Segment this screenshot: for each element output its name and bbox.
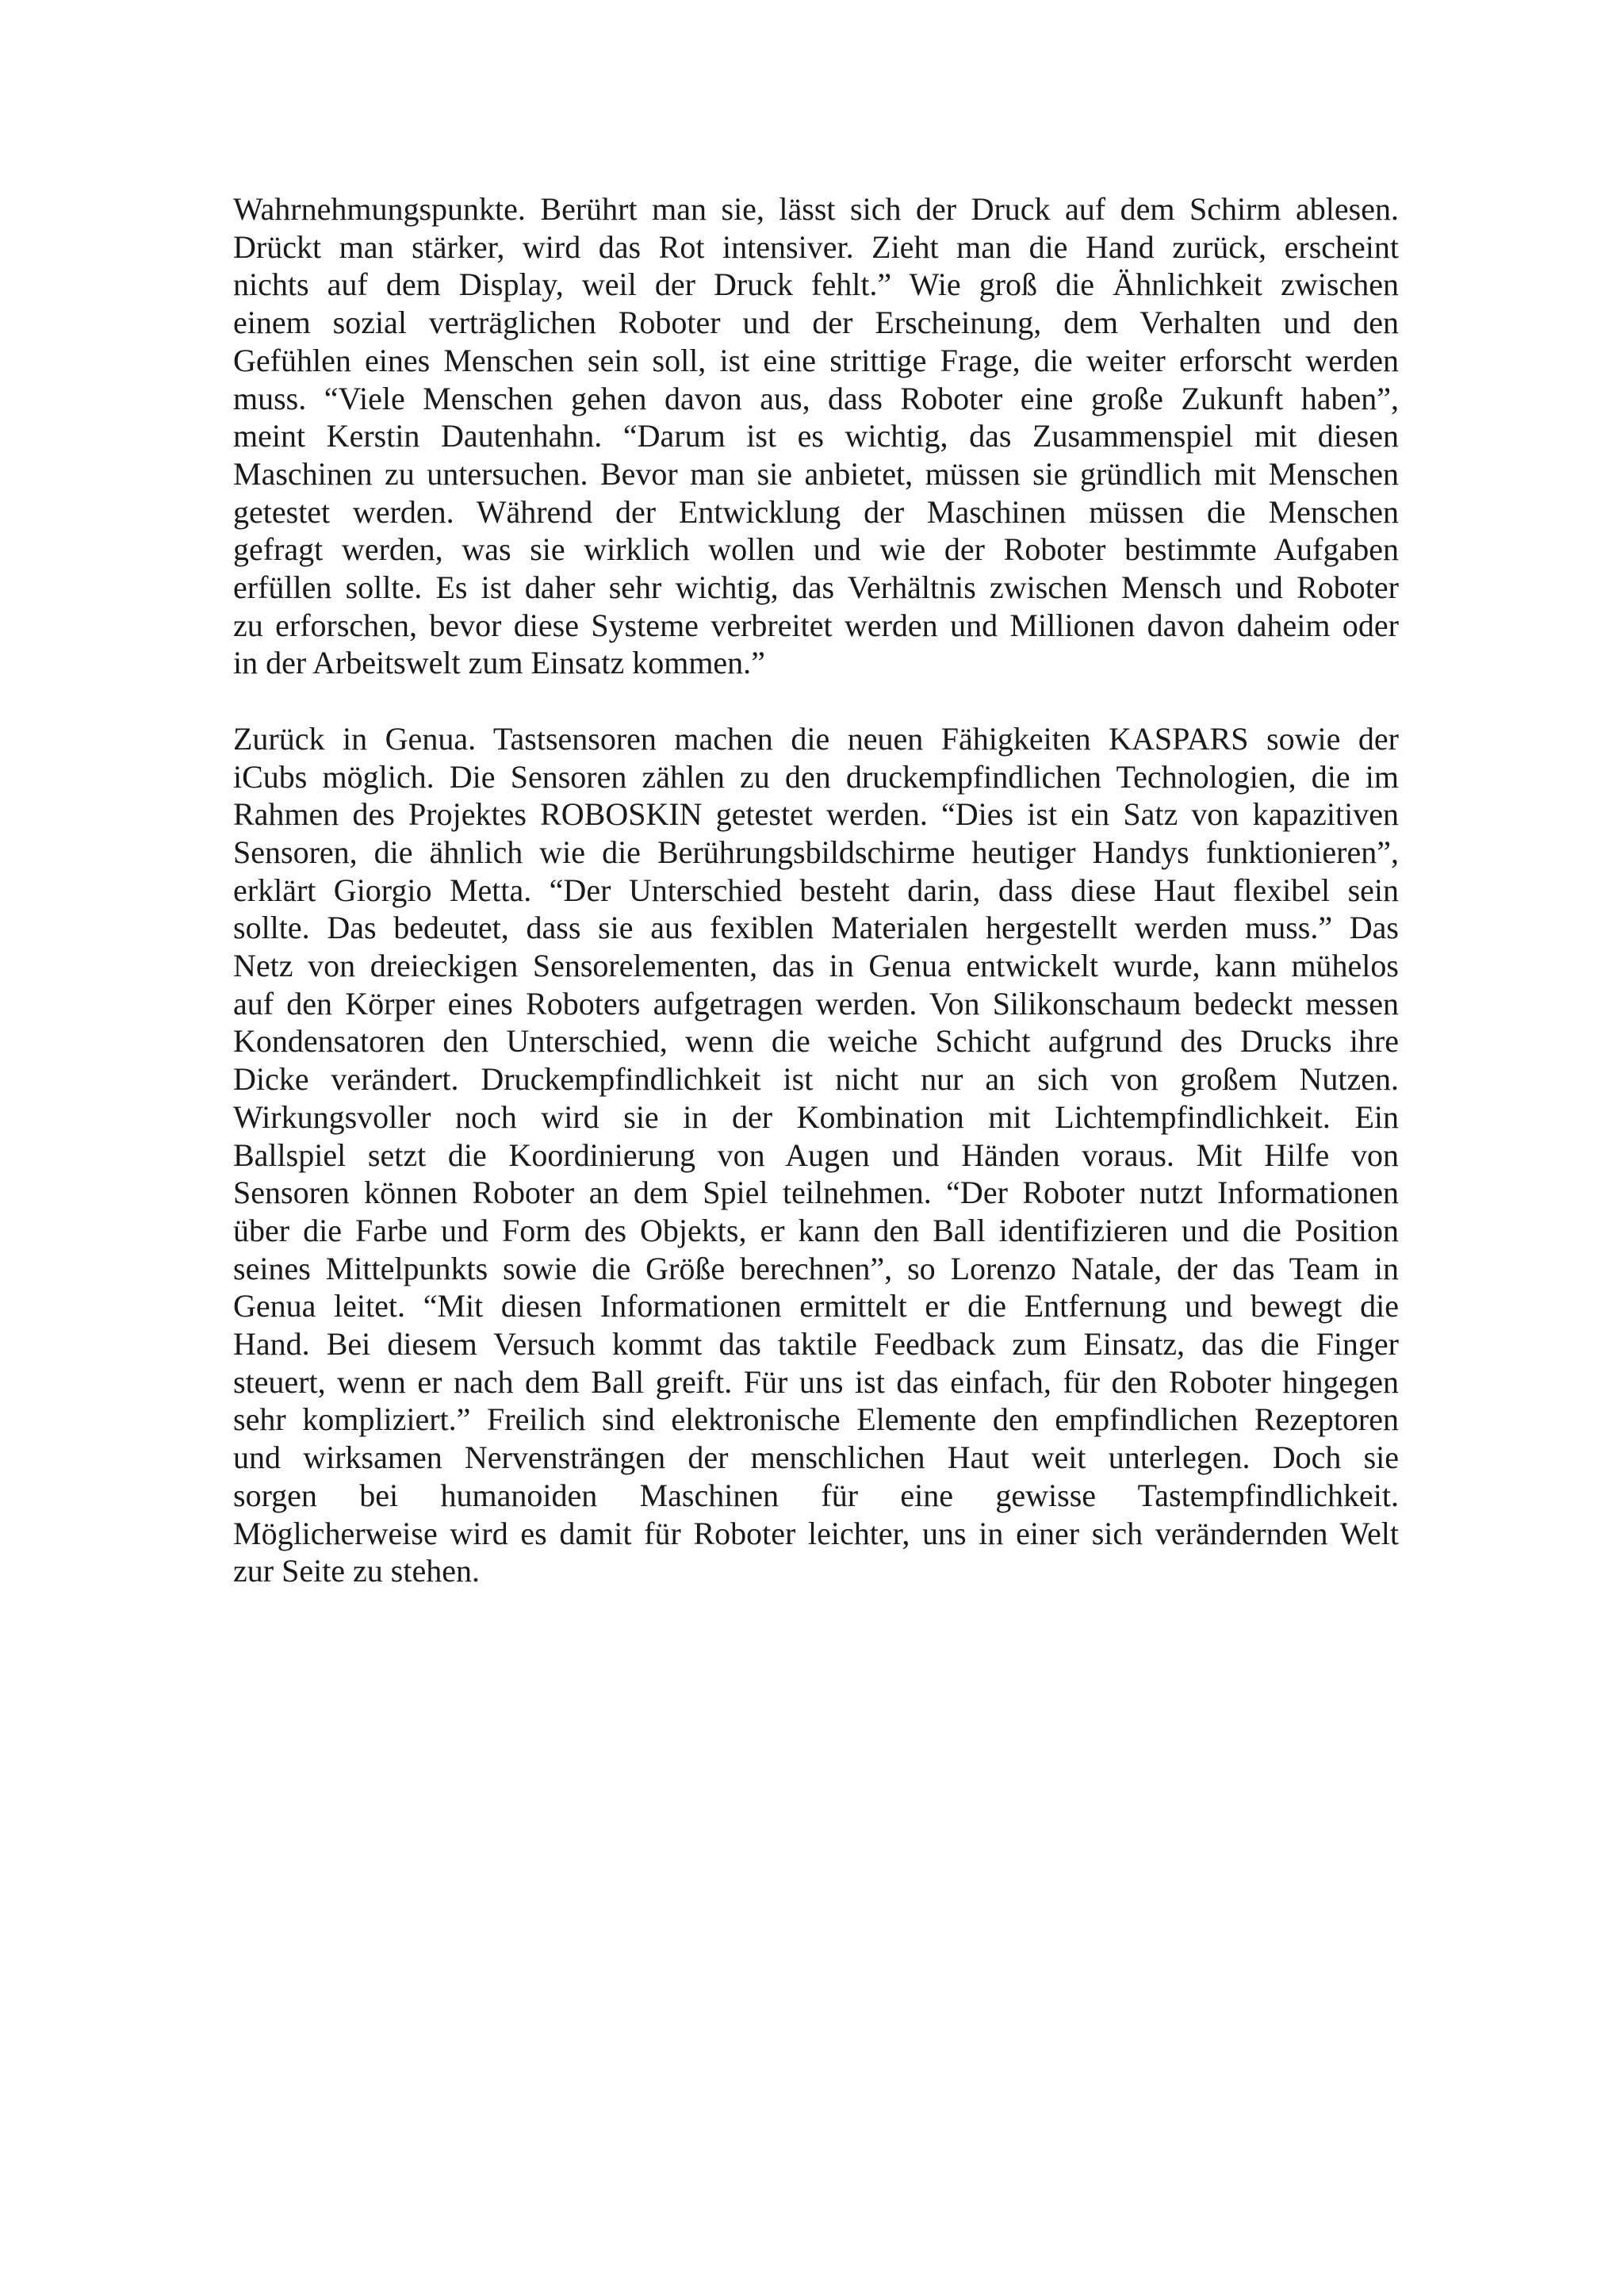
text-line: Sensoren können Roboter an dem Spiel teilnehmen. “Der Roboter nutzt Informationen <box>233 1175 1399 1211</box>
text-line: in der Arbeitswelt zum Einsatz kommen.” <box>233 645 765 681</box>
text-line: zur Seite zu stehen. <box>233 1553 480 1589</box>
text-line: Maschinen zu untersuchen. Bevor man sie anbietet, müssen sie gründlich mit Menschen <box>233 455 1399 492</box>
text-line: Genua leitet. “Mit diesen Informationen ermittelt er die Entfernung und bewegt die <box>233 1288 1399 1324</box>
text-line: Dicke verändert. Druckempfindlichkeit ist nicht nur an sich von großem Nutzen. <box>233 1061 1399 1098</box>
text-line: Ballspiel setzt die Koordinierung von Augen und Händen voraus. Mit Hilfe von <box>233 1137 1399 1173</box>
paragraph-2 <box>233 720 1399 1590</box>
body-text <box>233 190 1399 1590</box>
text-line: seines Mittelpunkts sowie die Größe berechnen”, so Lorenzo Natale, der das Team in <box>233 1250 1399 1286</box>
text-line: gefragt werden, was sie wirklich wollen und wie der Roboter bestimmte Aufgaben <box>233 531 1399 568</box>
text-line: Sensoren, die ähnlich wie die Berührungsbildschirme heutiger Handys funktionieren”, <box>233 834 1399 870</box>
text-line: Drückt man stärker, wird das Rot intensiver. Zieht man die Hand zurück, erscheint <box>233 228 1399 265</box>
text-line: steuert, wenn er nach dem Ball greift. Für uns ist das einfach, für den Roboter hingegen <box>233 1363 1399 1400</box>
text-line: über die Farbe und Form des Objekts, er kann den Ball identifizieren und die Position <box>233 1212 1399 1248</box>
text-line: iCubs möglich. Die Sensoren zählen zu den druckempfindlichen Technologien, die im <box>233 758 1399 795</box>
text-line: sollte. Das bedeutet, dass sie aus fexiblen Materialen hergestellt werden muss.” Das <box>233 910 1399 946</box>
text-line: erklärt Giorgio Metta. “Der Unterschied besteht darin, dass diese Haut flexibel sein <box>233 872 1399 908</box>
text-line: Wahrnehmungspunkte. Berührt man sie, lässt sich der Druck auf dem Schirm ablesen. <box>233 191 1399 227</box>
text-line: meint Kerstin Dautenhahn. “Darum ist es wichtig, das Zusammenspiel mit diesen <box>233 418 1399 454</box>
text-line: sehr kompliziert.” Freilich sind elektronische Elemente den empfindlichen Rezeptoren <box>233 1401 1399 1438</box>
text-line: Möglicherweise wird es damit für Roboter leichter, uns in einer sich verändernden Welt <box>233 1515 1399 1551</box>
text-line: auf den Körper eines Roboters aufgetragen werden. Von Silikonschaum bedeckt messen <box>233 985 1399 1022</box>
text-line: Kondensatoren den Unterschied, wenn die weiche Schicht aufgrund des Drucks ihre <box>233 1023 1399 1060</box>
text-line: zu erforschen, bevor diese Systeme verbreitet werden und Millionen davon daheim oder <box>233 607 1399 643</box>
text-line: sorgen bei humanoiden Maschinen für eine gewisse Tastempfindlichkeit. <box>233 1477 1399 1513</box>
text-line: Gefühlen eines Menschen sein soll, ist eine strittige Frage, die weiter erforscht werden <box>233 342 1399 378</box>
text-line: Zurück in Genua. Tastsensoren machen die neuen Fähigkeiten KASPARS sowie der <box>233 720 1399 757</box>
paragraph-1 <box>233 190 1399 682</box>
text-line: Hand. Bei diesem Versuch kommt das taktile Feedback zum Einsatz, das die Finger <box>233 1326 1399 1363</box>
text-line: einem sozial verträglichen Roboter und der Erscheinung, dem Verhalten und den <box>233 305 1399 341</box>
text-line: Wirkungsvoller noch wird sie in der Kombination mit Lichtempfindlichkeit. Ein <box>233 1098 1399 1135</box>
text-line: erfüllen sollte. Es ist daher sehr wichtig, das Verhältnis zwischen Mensch und Roboter <box>233 569 1399 606</box>
text-line: Rahmen des Projektes ROBOSKIN getestet werden. “Dies ist ein Satz von kapazitiven <box>233 796 1399 833</box>
text-line: Netz von dreieckigen Sensorelementen, das in Genua entwickelt wurde, kann mühelos <box>233 948 1399 984</box>
text-line: getestet werden. Während der Entwicklung der Maschinen müssen die Menschen <box>233 493 1399 530</box>
text-line: nichts auf dem Display, weil der Druck fehlt.” Wie groß die Ähnlichkeit zwischen <box>233 266 1399 303</box>
text-line: muss. “Viele Menschen gehen davon aus, dass Roboter eine große Zukunft haben”, <box>233 380 1399 416</box>
text-line: und wirksamen Nervensträngen der menschlichen Haut weit unterlegen. Doch sie <box>233 1439 1399 1476</box>
